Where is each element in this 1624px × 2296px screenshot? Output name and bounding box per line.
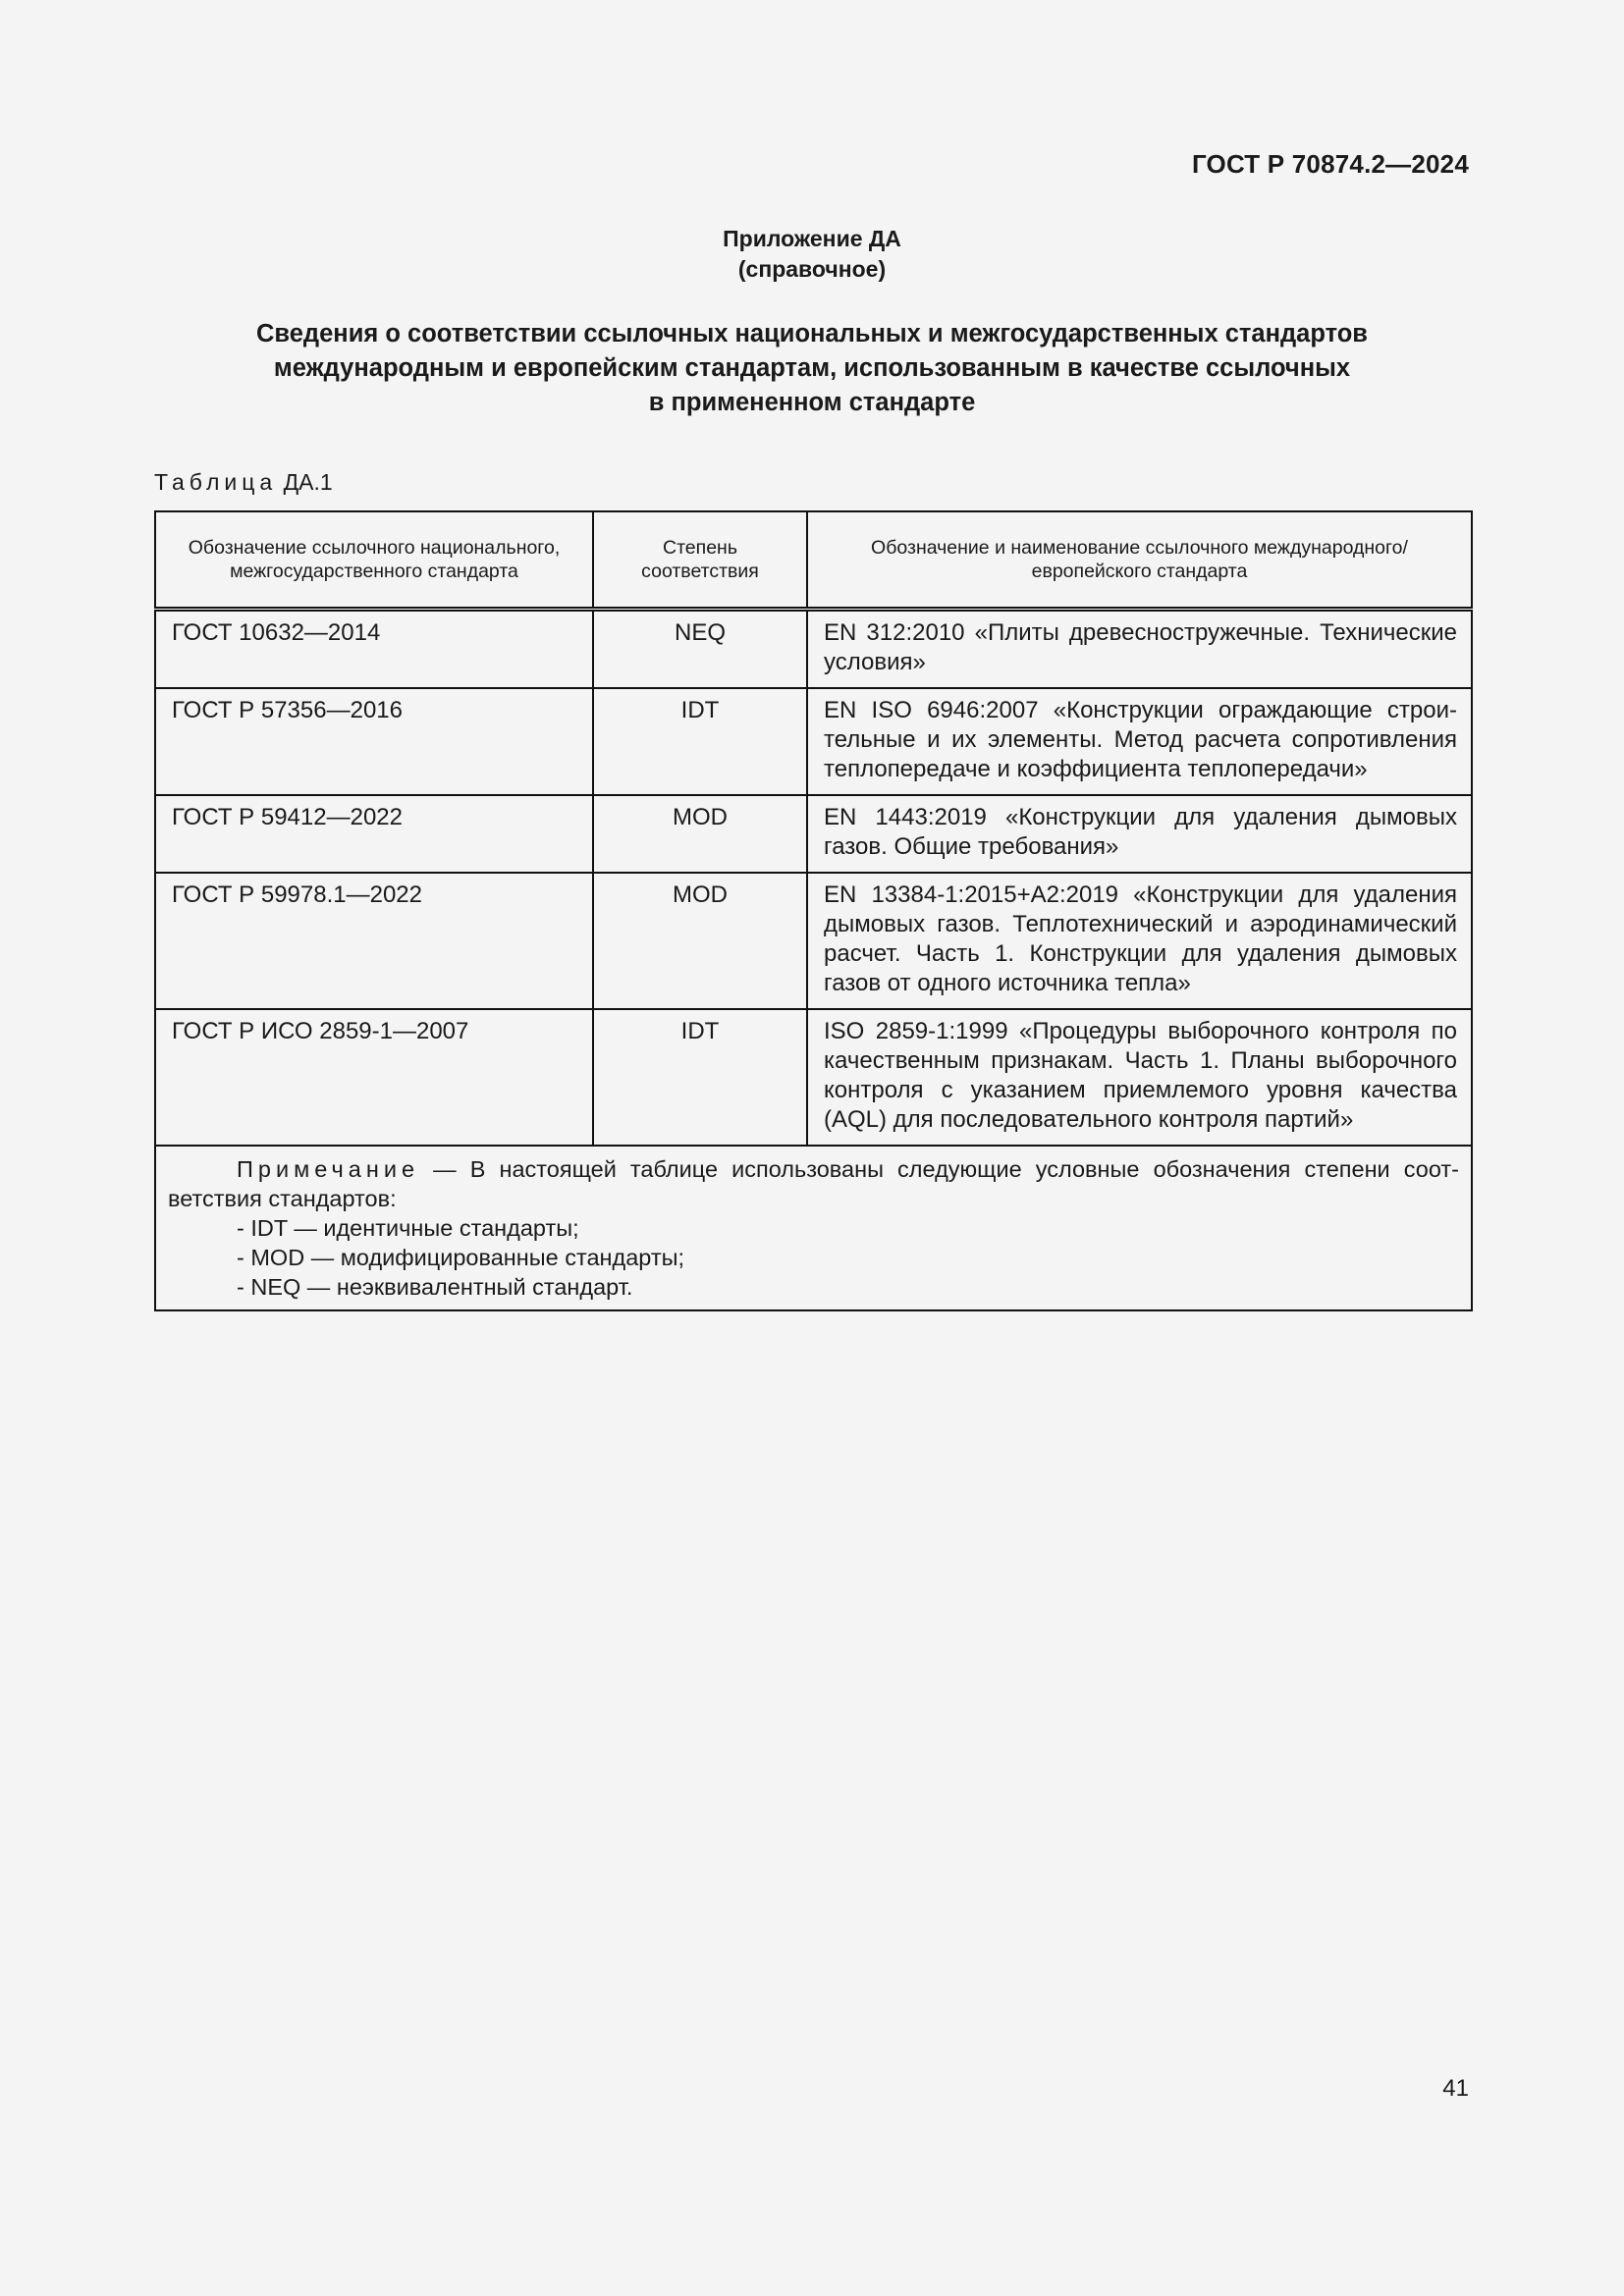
appendix-heading [177,317,1447,420]
appendix-header [0,224,1624,285]
table-caption [154,469,333,496]
appendix-kind: (справочное) [737,256,887,282]
header-national: Обозначение ссылочного национального, межгосударственного стандарта [155,511,593,610]
cell-national: ГОСТ Р ИСО 2859-1—2007 [155,1009,593,1146]
note-item: - IDT — идентичные стандарты; [237,1215,579,1241]
appendix-heading-line: международным и европейским стандартам, использованным в качестве ссылочных [273,354,1351,382]
cell-international: EN 13384-1:2015+A2:2019 «Конструкции для удаления дымовых газов. Теплотехнический и аэродинамический расчет. Часть 1. Конструкции для удаления дымовых газов от одного источника тепла» [807,873,1472,1009]
header-international: Обозначение и наименование ссылочного международного/ европейского стандарта [807,511,1472,610]
note-intro [168,1154,1459,1213]
note-item: - MOD — модифицированные стандарты; [237,1245,685,1270]
cell-international: EN ISO 6946:2007 «Конструкции ограждающие строительные и их элементы. Метод расчета сопротивления теплопередаче и коэффициента теплопередачи» [807,688,1472,795]
cell-degree: MOD [593,873,807,1009]
appendix-title: Приложение ДА [723,226,901,251]
table-caption-number: ДА.1 [283,469,333,495]
reference-table-container [154,510,1471,1311]
document-code: ГОСТ Р 70874.2—2024 [1191,149,1469,179]
cell-degree: IDT [593,688,807,795]
table-header-row [155,511,1472,610]
cell-international: EN 1443:2019 «Конструкции для удаления дымовых газов. Общие требования» [807,795,1472,873]
appendix-heading-line: в примененном стандарте [648,389,976,416]
note-item: - NEQ — неэквивалентный стандарт. [237,1274,633,1300]
table-row [155,688,1472,795]
cell-national: ГОСТ 10632—2014 [155,610,593,689]
table-caption-label: Таблица [154,469,278,495]
cell-national: ГОСТ Р 59978.1—2022 [155,873,593,1009]
table-note-row [155,1146,1472,1310]
table-row [155,795,1472,873]
page-number: 41 [1442,2075,1469,2102]
cell-international: EN 312:2010 «Плиты древесностружечные. Технические условия» [807,610,1472,689]
note-text: — В настоящей таблице использованы следующие условные обозначения степени соответствия стандартов: [168,1156,1459,1211]
table-note [155,1146,1472,1310]
appendix-heading-line: Сведения о соответствии ссылочных национальных и межгосударственных стандартов [256,320,1368,347]
reference-table [154,510,1473,1311]
cell-degree: NEQ [593,610,807,689]
table-row [155,1009,1472,1146]
note-label: Примечание [237,1156,420,1182]
header-degree: Степень соответствия [593,511,807,610]
cell-degree: MOD [593,795,807,873]
cell-national: ГОСТ Р 57356—2016 [155,688,593,795]
cell-international: ISO 2859-1:1999 «Процедуры выборочного контроля по качественным признакам. Часть 1. Планы выборочного контроля с указанием приемлемого уровня качества (AQL) для последовательного контроля партий» [807,1009,1472,1146]
table-row [155,610,1472,689]
cell-degree: IDT [593,1009,807,1146]
cell-national: ГОСТ Р 59412—2022 [155,795,593,873]
table-row [155,873,1472,1009]
